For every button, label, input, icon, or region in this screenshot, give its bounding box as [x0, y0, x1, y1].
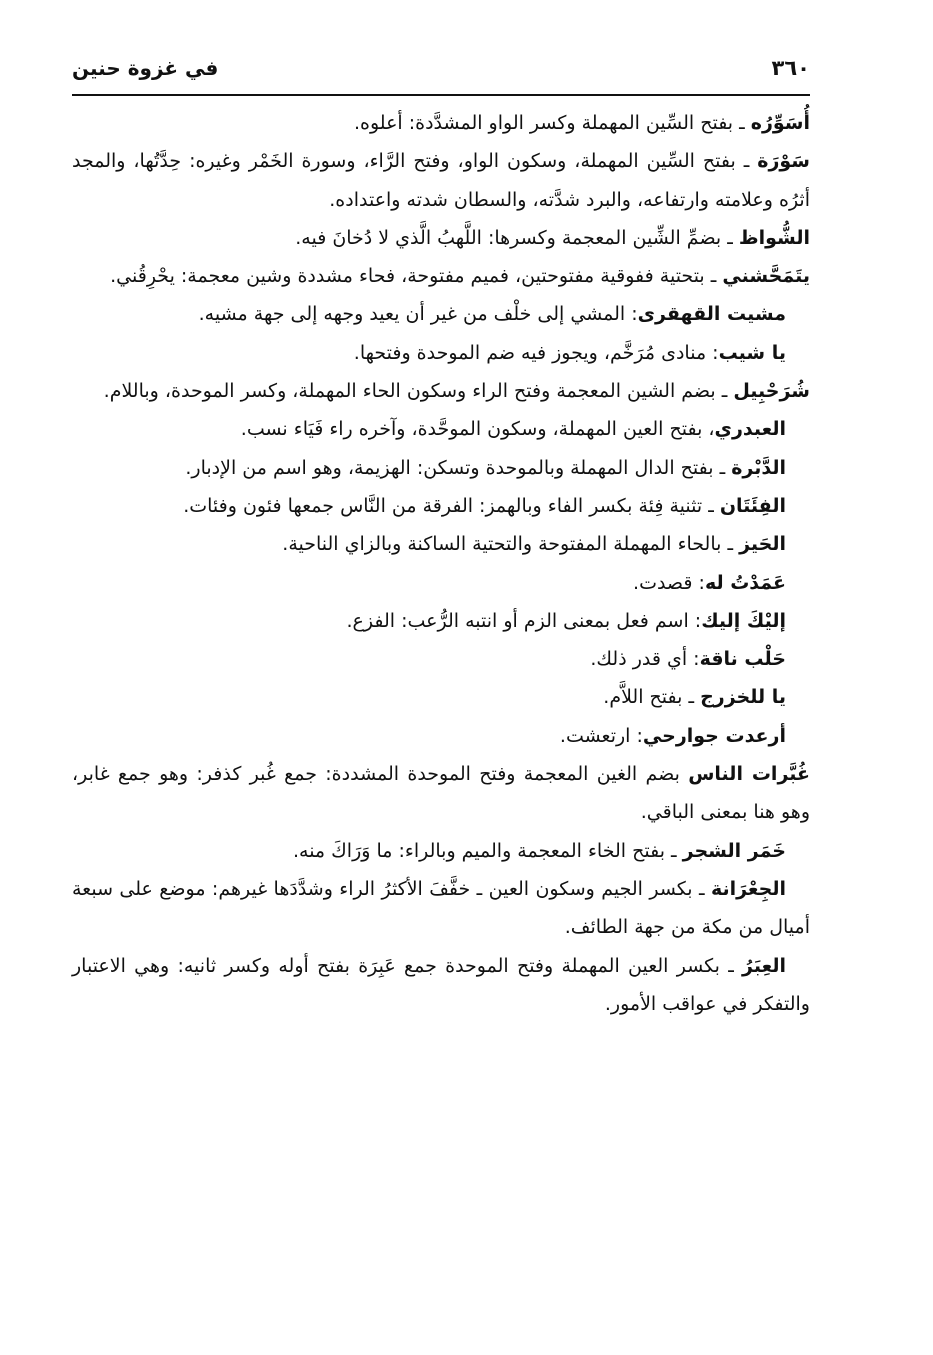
glossary-entry [72, 219, 810, 257]
entry-term: الشُّواظ [738, 226, 810, 249]
entry-term: شُرَحْبِيل [733, 380, 810, 403]
entry-term: الفِئَتَان [719, 494, 786, 517]
glossary-entry [72, 870, 810, 947]
entry-definition: : قصدت. [633, 571, 705, 594]
glossary-entry [72, 602, 810, 640]
entry-term: أرعدت جوارحي [642, 724, 786, 747]
glossary-entry [72, 334, 810, 372]
entry-term: سَوْرَة [757, 150, 810, 173]
entry-definition: ، بفتح العين المهملة، وسكون الموحَّدة، وآخره راء فَيَاء نسب. [240, 418, 715, 441]
glossary-entry [72, 410, 810, 448]
entry-definition: : أي قدر ذلك. [590, 648, 700, 671]
glossary-entry [72, 755, 810, 832]
entry-definition: بضم الغين المعجمة وفتح الموحدة المشددة: جمع غُبر كذفر: وهو جمع غابر، وهو هنا بمعنى الباقي. [72, 763, 810, 824]
entry-term: يا للخزرج [700, 686, 786, 709]
entry-term: إليْكَ إليك [701, 609, 786, 632]
entry-term: غُبَّرات الناس [688, 763, 810, 786]
entry-term: مشيت القهقرى [637, 303, 786, 326]
entry-definition: ـ بتحتية ففوقية مفتوحتين، فميم مفتوحة، فحاء مشددة وشين معجمة: يحْرِقُني. [110, 265, 723, 288]
entry-definition: ـ بفتح السِّين المهملة وكسر الواو المشدَّدة: أعلوه. [353, 112, 751, 134]
entry-definition: ـ بفتح الدال المهملة وبالموحدة وتسكن: الهزيمة، وهو اسم من الإدبار. [185, 456, 732, 479]
entry-term: الدَّبْرة [731, 456, 786, 479]
entry-definition: ـ تثنية فِئة بكسر الفاء وبالهمز: الفرقة من النَّاس جمعها فئون وفئات. [183, 494, 720, 517]
glossary-body [72, 104, 810, 1023]
entry-term: يتَمَحَّشني [722, 265, 810, 288]
entry-definition: ـ بضم الشين المعجمة وفتح الراء وسكون الحاء المهملة، وكسر الموحدة، وباللام. [103, 380, 734, 403]
page-header [72, 52, 810, 96]
entry-definition: ـ بالحاء المهملة المفتوحة والتحتية الساكنة وبالزاي الناحية. [282, 533, 740, 556]
entry-definition: ـ بكسر الجيم وسكون العين ـ خفَّفَ الأكثرُ الراء وشدَّدَها غيرهم: موضع على سبعة أميال من مكة من جهة الطائف. [72, 877, 810, 939]
glossary-entry [72, 832, 810, 870]
entry-definition: ـ بفتح الخاء المعجمة والميم وبالراء: ما وَرَاكَ منه. [292, 839, 683, 862]
glossary-entry [72, 947, 810, 1024]
glossary-entry [72, 487, 810, 525]
glossary-entry [72, 142, 810, 219]
glossary-entry [72, 104, 810, 142]
entry-definition: : اسم فعل بمعنى الزم أو انتبه الرُّعب: الفزع. [346, 609, 702, 632]
entry-term: الجِعْرَانة [710, 877, 786, 900]
entry-definition: : المشي إلى خلْف من غير أن يعيد وجهه إلى جهة مشيه. [198, 303, 638, 326]
glossary-entry [72, 640, 810, 678]
glossary-entry [72, 295, 810, 333]
entry-definition: : منادى مُرَخَّم، ويجوز فيه ضم الموحدة وفتحها. [353, 341, 719, 364]
running-title: في غزوة حنين [72, 56, 219, 80]
entry-term: العِبَرُ [742, 954, 786, 977]
entry-definition: ـ بفتح اللاَّم. [603, 686, 701, 709]
entry-term: خَمَر الشجر [682, 839, 786, 862]
entry-term: الحَيز [739, 533, 786, 556]
entry-term: عَمَدْتُ له [704, 571, 786, 594]
glossary-entry [72, 257, 810, 295]
glossary-entry [72, 372, 810, 410]
entry-term: حَلْب ناقة [699, 648, 786, 671]
entry-definition: ـ بضمِّ الشِّين المعجمة وكسرها: اللَّهبُ الَّذي لا دُخانَ فيه. [295, 226, 739, 249]
entry-definition: ـ بكسر العين المهملة وفتح الموحدة جمع عَبِرَة بفتح أوله وكسر ثانيه: وهي الاعتبار والتفكر في عواقب الأمور. [72, 954, 810, 1015]
entry-definition: : ارتعشت. [559, 724, 643, 747]
glossary-entry [72, 717, 810, 755]
page-number: ٣٦٠ [771, 56, 810, 80]
entry-definition: ـ بفتح السِّين المهملة، وسكون الواو، وفتح الرَّاء، وسورة الخَمْر وغيره: حِدَّتُها، والمجد أثرُه وعلامته وارتفاعه، والبرد شدَّته، والسطان شدته واعتداده. [72, 150, 810, 211]
glossary-entry [72, 678, 810, 716]
glossary-entry [72, 525, 810, 563]
entry-term: العبدري [714, 418, 786, 441]
entry-term: أُسَوِّرُه [750, 112, 810, 134]
entry-term: يا شيب [718, 341, 786, 364]
glossary-entry [72, 564, 810, 602]
glossary-entry [72, 449, 810, 487]
